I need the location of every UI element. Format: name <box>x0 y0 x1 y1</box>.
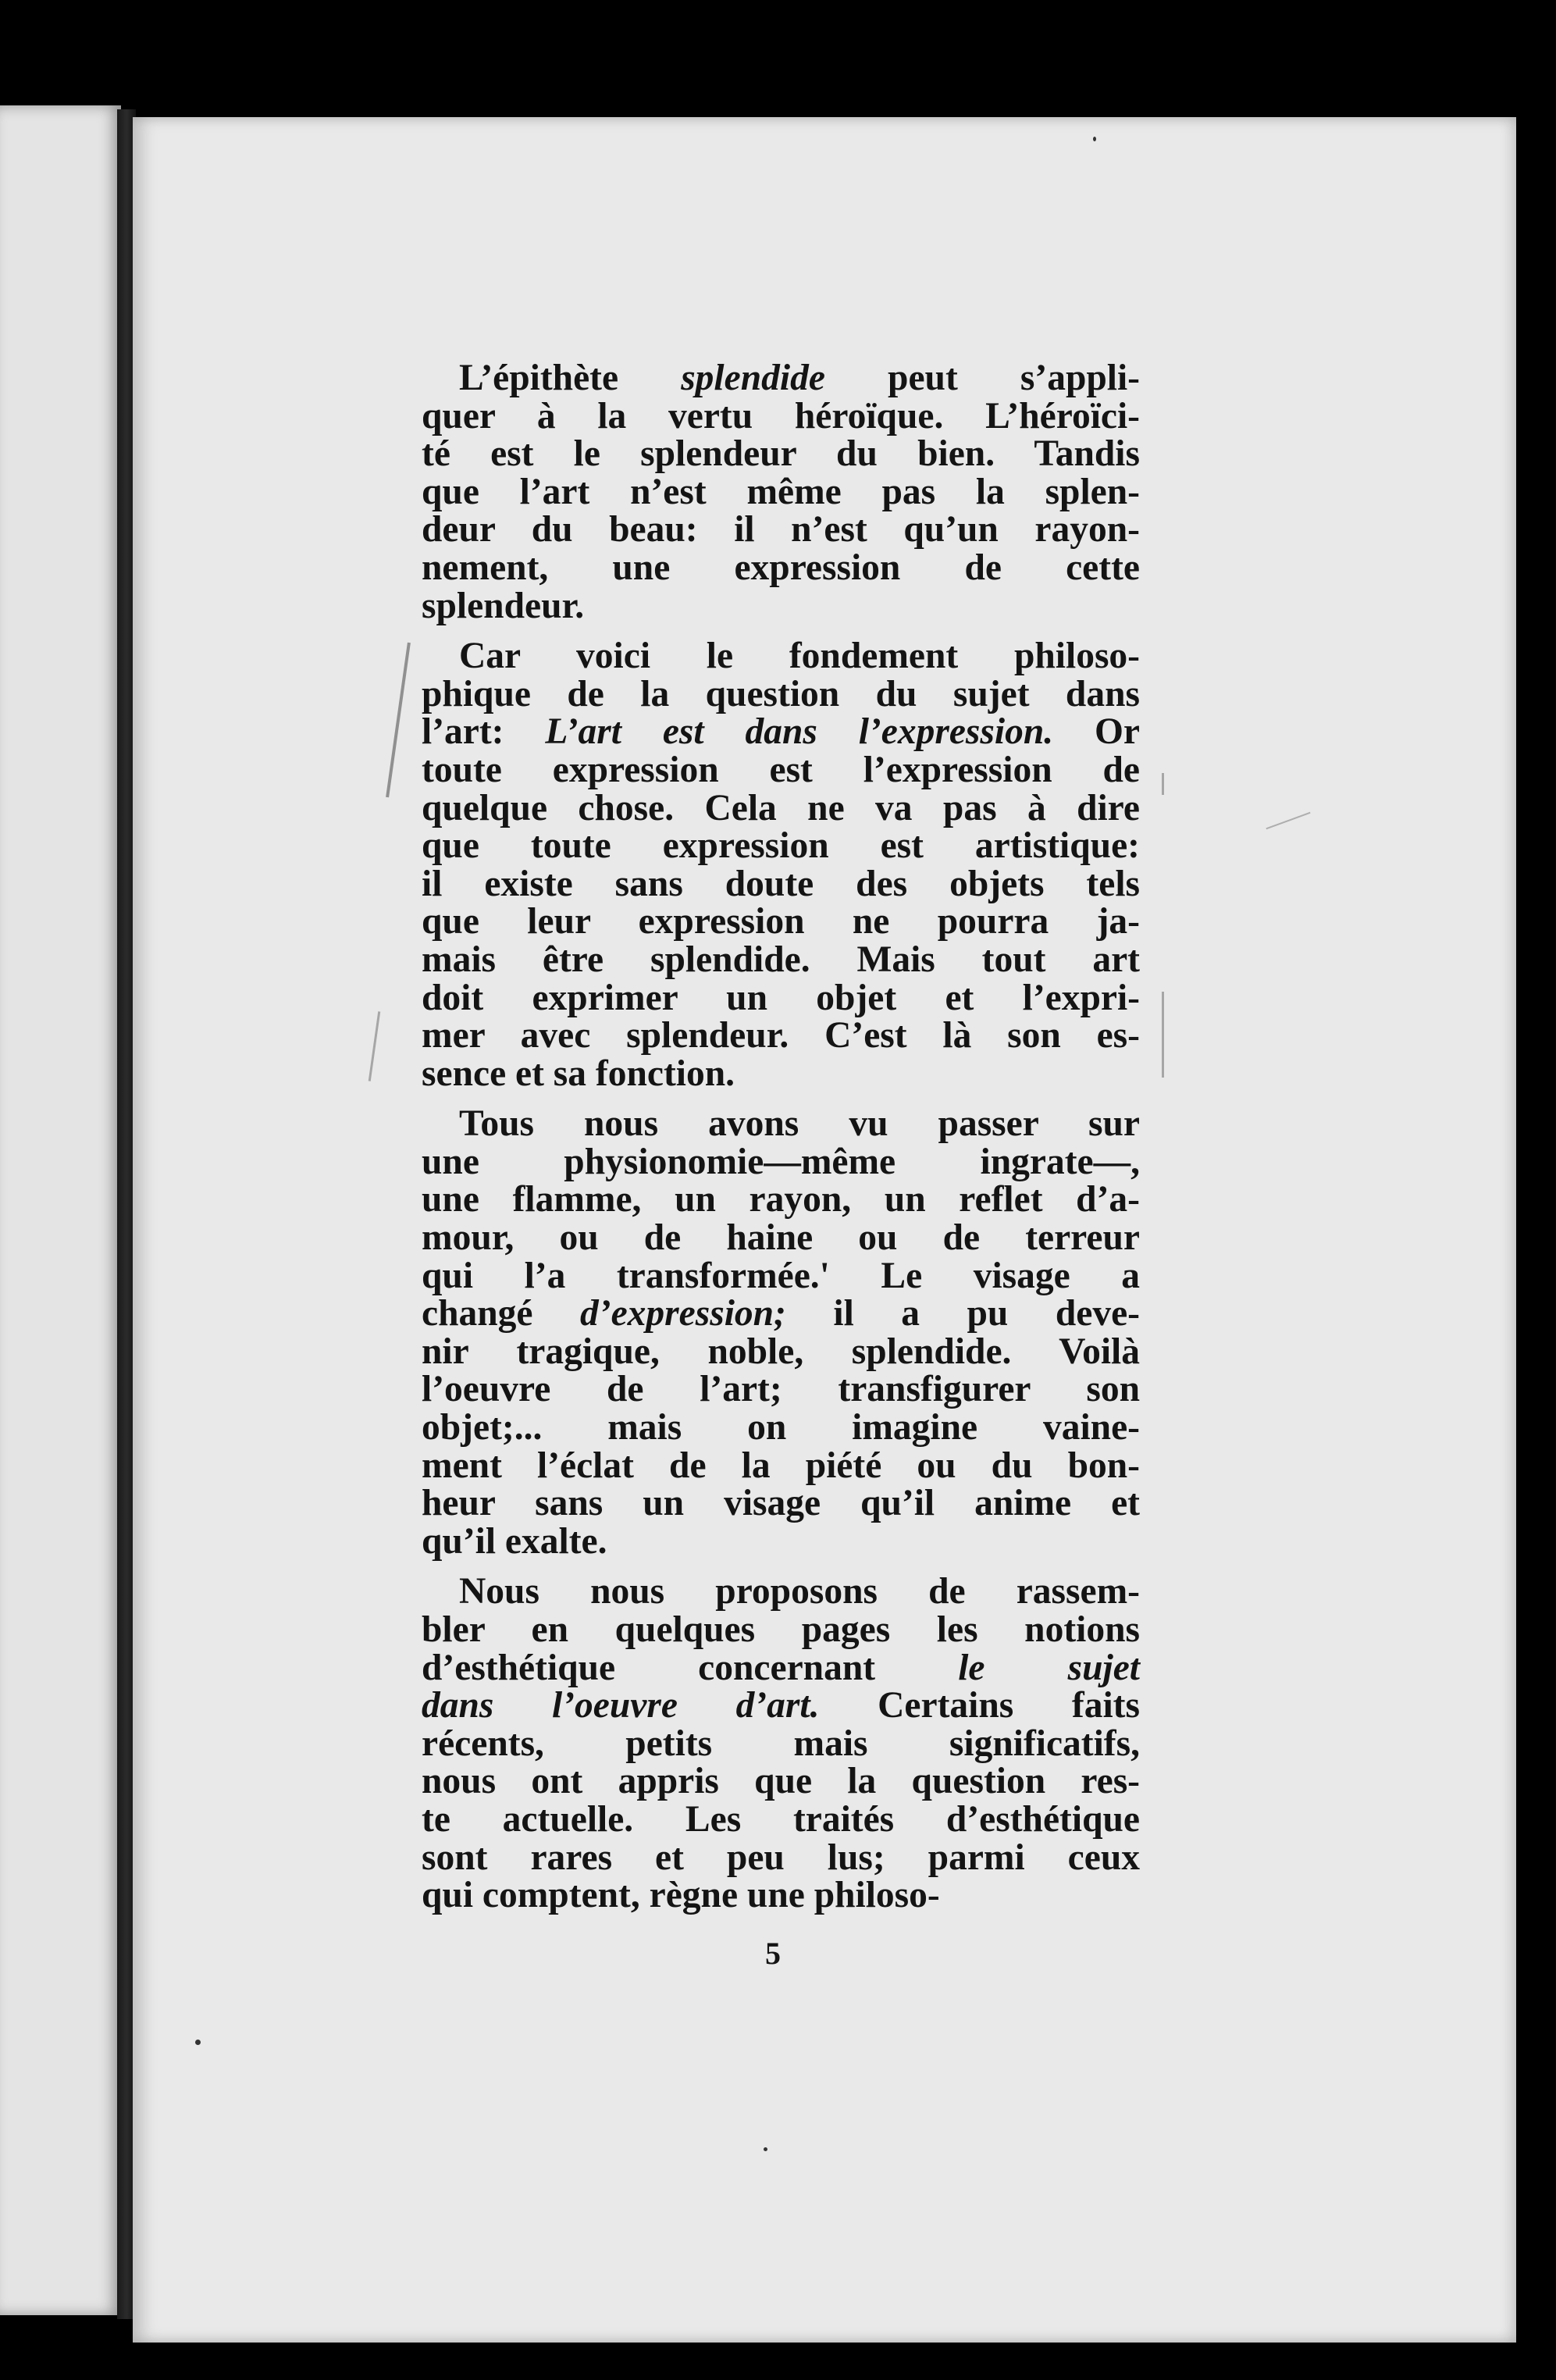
text-run: nir tragique, noble, splendide. Voilà <box>422 1331 1140 1372</box>
text-line <box>422 1409 1140 1447</box>
text-run: doit exprimer un objet et l’expri- <box>422 977 1140 1018</box>
text-line <box>422 1105 1140 1143</box>
margin-mark <box>1162 992 1164 1078</box>
text-line <box>422 1687 1140 1725</box>
text-run: récents, petits mais significatifs, <box>422 1723 1140 1764</box>
text-line <box>422 473 1140 511</box>
text-run: Nous nous proposons de rassem- <box>459 1571 1140 1612</box>
text-run: objet;... mais on imagine vaine- <box>422 1407 1140 1448</box>
text-line <box>422 587 1140 625</box>
text-run: une flamme, un rayon, un reflet d’a- <box>422 1179 1140 1220</box>
scan-speck <box>1093 137 1096 141</box>
text-line <box>422 1876 1140 1915</box>
text-line <box>422 511 1140 549</box>
text-run: sont rares et peu lus; parmi ceux <box>422 1837 1140 1878</box>
text-line <box>422 751 1140 789</box>
paragraph <box>422 1573 1140 1914</box>
text-line <box>422 1055 1140 1093</box>
italic-text-run: dans l’oeuvre d’art. <box>422 1685 820 1726</box>
text-line <box>422 675 1140 714</box>
text-run: toute expression est l’expression de <box>422 749 1140 790</box>
text-line <box>422 903 1140 941</box>
margin-mark <box>1162 773 1164 795</box>
text-line <box>422 1649 1140 1687</box>
text-run: L’épithète <box>459 358 682 398</box>
text-line <box>422 435 1140 473</box>
text-run: ment l’éclat de la piété ou du bon- <box>422 1445 1140 1486</box>
text-run: une physionomie—même ingrate—, <box>422 1141 1140 1182</box>
text-line <box>422 941 1140 979</box>
italic-text-run: le sujet <box>958 1647 1140 1688</box>
paragraph <box>422 637 1140 1092</box>
text-line <box>422 1520 1140 1562</box>
italic-text-run: d’expression; <box>580 1293 786 1334</box>
text-run: Or <box>1053 711 1140 753</box>
text-line <box>422 549 1140 587</box>
text-run: que toute expression est artistique: <box>422 825 1140 867</box>
text-run: bler en quelques pages les notions <box>422 1609 1140 1650</box>
text-run: qui l’a transformée.' Le visage a <box>422 1255 1140 1296</box>
text-run: qui comptent, règne une philoso- <box>422 1875 940 1916</box>
text-run: mour, ou de haine ou de terreur <box>422 1217 1140 1259</box>
text-run: heur sans un visage qu’il anime et <box>422 1483 1140 1524</box>
text-line <box>422 1181 1140 1219</box>
text-line <box>422 1484 1140 1523</box>
text-line <box>422 1762 1140 1801</box>
text-run: d’esthétique concernant <box>422 1647 959 1688</box>
text-run: te actuelle. Les traités d’esthétique <box>422 1798 1140 1840</box>
paragraph <box>422 359 1140 625</box>
text-run: quelque chose. Cela ne va pas à dire <box>422 787 1140 828</box>
text-line <box>422 1017 1140 1055</box>
paragraph <box>422 1105 1140 1560</box>
text-line <box>422 1219 1140 1257</box>
text-run: Car voici le fondement philoso- <box>459 636 1140 677</box>
text-line <box>422 1573 1140 1611</box>
text-run: quer à la vertu héroïque. L’héroïci- <box>422 395 1140 436</box>
text-run: changé <box>422 1293 580 1334</box>
text-run: mer avec splendeur. C’est là son es- <box>422 1015 1140 1056</box>
italic-text-run: L’art est dans l’expression. <box>545 711 1054 753</box>
text-line <box>422 1333 1140 1371</box>
text-run: mais être splendide. Mais tout art <box>422 939 1140 980</box>
text-line <box>422 827 1140 865</box>
text-line <box>422 1611 1140 1649</box>
text-run: nous ont appris que la question res- <box>422 1761 1140 1802</box>
text-run: il a pu deve- <box>785 1293 1140 1334</box>
text-run: l’art: <box>422 711 546 753</box>
text-run: qu’il exalte. <box>422 1520 607 1562</box>
scan-speck <box>764 2147 767 2151</box>
text-run: phique de la question du sujet dans <box>422 673 1140 714</box>
text-run: que l’art n’est même pas la splen- <box>422 471 1140 512</box>
text-line <box>422 789 1140 828</box>
text-line <box>422 637 1140 675</box>
text-run: Tous nous avons vu passer sur <box>459 1103 1140 1145</box>
text-line <box>422 1257 1140 1295</box>
text-run: Certains faits <box>819 1685 1140 1726</box>
text-run: sence et sa fonction. <box>422 1053 735 1094</box>
text-line <box>422 865 1140 903</box>
scan-speck <box>195 2040 201 2045</box>
scan-border <box>1516 125 1556 2343</box>
facing-page-edge <box>0 105 121 2315</box>
text-line <box>422 1839 1140 1877</box>
text-run: splendeur. <box>422 585 585 626</box>
text-line <box>422 1447 1140 1485</box>
text-run: nement, une expression de cette <box>422 547 1140 588</box>
text-run: que leur expression ne pourra ja- <box>422 901 1140 942</box>
text-run: peut s’appli- <box>824 358 1140 398</box>
text-line <box>422 1295 1140 1333</box>
text-line <box>422 359 1140 397</box>
text-line <box>422 1725 1140 1763</box>
text-line <box>422 1143 1140 1181</box>
page-number: 5 <box>765 1936 781 1971</box>
text-line <box>422 1370 1140 1409</box>
text-line <box>422 1798 1140 1840</box>
body-text <box>422 359 1140 1927</box>
text-run: deur du beau: il n’est qu’un rayon- <box>422 509 1140 550</box>
text-run: té est le splendeur du bien. Tandis <box>422 433 1140 475</box>
text-line <box>422 397 1140 436</box>
text-run: il existe sans doute des objets tels <box>422 863 1140 904</box>
text-run: l’oeuvre de l’art; transfigurer son <box>422 1369 1140 1410</box>
text-line <box>422 979 1140 1017</box>
text-line <box>422 713 1140 751</box>
italic-text-run: splendide <box>681 358 825 398</box>
